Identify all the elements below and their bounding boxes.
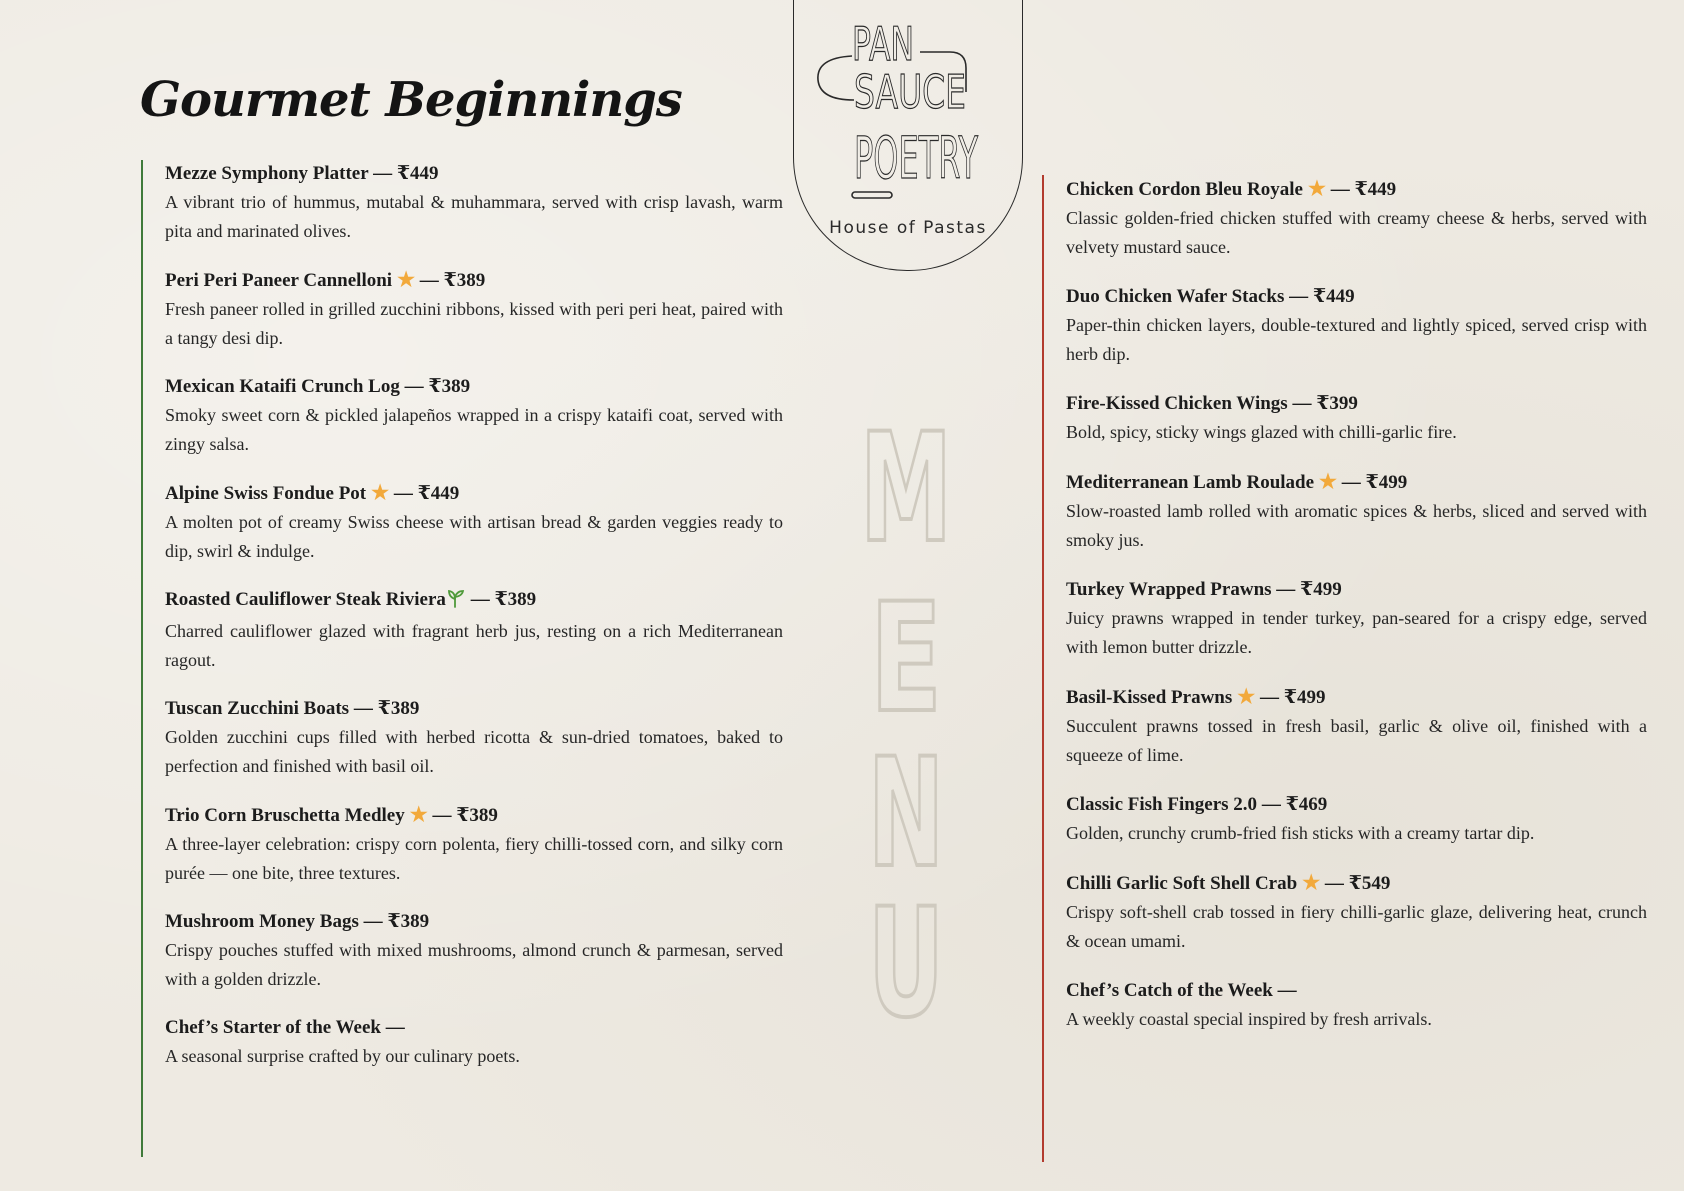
right-menu-column	[1042, 175, 1647, 1162]
menu-item-price: — ₹389	[353, 698, 420, 719]
menu-item	[143, 695, 783, 781]
menu-item-title	[1066, 869, 1647, 898]
menu-item-description: Juicy prawns wrapped in tender turkey, pan-seared for a crispy edge, served with lemon butter drizzle.	[1066, 608, 1647, 657]
menu-item-description: Bold, spicy, sticky wings glazed with chilli-garlic fire.	[1066, 422, 1457, 442]
menu-item-name: Trio Corn Bruschetta Medley	[165, 805, 405, 826]
menu-item-description: A three-layer celebration: crispy corn polenta, fiery chilli-tossed corn, and silky corn purée — one bite, three textures.	[165, 834, 783, 883]
menu-item	[1044, 283, 1647, 369]
menu-item	[143, 266, 783, 353]
menu-item	[143, 801, 783, 888]
menu-item-description: A seasonal surprise crafted by our culinary poets.	[165, 1046, 520, 1066]
menu-item-title	[165, 586, 783, 617]
menu-item-price: — ₹389	[404, 376, 471, 397]
menu-item-name: Tuscan Zucchini Boats	[165, 698, 350, 719]
menu-item-name: Mezze Symphony Platter	[165, 163, 369, 184]
menu-item-description: Slow-roasted lamb rolled with aromatic spices & herbs, sliced and served with smoky jus.	[1066, 501, 1647, 550]
menu-item-title	[165, 373, 783, 401]
menu-item-price: — ₹549	[1324, 873, 1391, 894]
menu-item	[1044, 977, 1647, 1034]
menu-item-name: Chilli Garlic Soft Shell Crab	[1066, 873, 1298, 894]
menu-item-price: — ₹389	[470, 589, 537, 610]
menu-letter-2: E	[870, 572, 942, 746]
menu-letter-4: U	[868, 877, 944, 1051]
menu-item-name: Chef’s Starter of the Week	[165, 1017, 381, 1038]
menu-item-title	[165, 479, 783, 508]
star-icon: ★	[366, 482, 390, 504]
menu-item-description: Charred cauliflower glazed with fragrant herb jus, resting on a rich Mediterranean ragout.	[165, 621, 783, 670]
menu-item-title	[1066, 283, 1647, 311]
menu-item-title	[165, 160, 783, 188]
menu-item-price: — ₹389	[432, 805, 498, 826]
menu-item-description: A vibrant trio of hummus, mutabal & muhammara, served with crisp lavash, warm pita and marinated olives.	[165, 192, 783, 241]
menu-item-title	[1066, 683, 1647, 712]
menu-item-price: —	[1277, 980, 1297, 1001]
menu-item	[1044, 576, 1647, 662]
menu-item-name: Turkey Wrapped Prawns	[1066, 579, 1272, 600]
menu-item	[1044, 869, 1647, 956]
logo-line-2: SAUCE	[854, 65, 966, 119]
menu-item-title	[165, 266, 783, 295]
menu-item-description: Fresh paneer rolled in grilled zucchini ribbons, kissed with peri peri heat, paired with a tangy desi dip.	[165, 299, 783, 348]
menu-item-description: Golden zucchini cups filled with herbed ricotta & sun-dried tomatoes, baked to perfection and finished with basil oil.	[165, 727, 783, 776]
star-icon: ★	[1314, 471, 1337, 493]
star-icon: ★	[404, 804, 428, 826]
left-menu-column	[141, 160, 783, 1157]
menu-item-title	[1066, 576, 1647, 604]
menu-item-name: Chicken Cordon Bleu Royale	[1066, 179, 1303, 200]
menu-item-title	[165, 801, 783, 830]
menu-item-description: Golden, crunchy crumb-fried fish sticks with a creamy tartar dip.	[1066, 823, 1535, 843]
menu-item-name: Classic Fish Fingers 2.0	[1066, 794, 1258, 815]
menu-item-name: Mushroom Money Bags	[165, 911, 359, 932]
menu-item-name: Mediterranean Lamb Roulade	[1066, 472, 1315, 493]
menu-item-price: — ₹389	[363, 911, 430, 932]
logo-line-3: POETRY	[854, 124, 979, 192]
menu-item-description: Crispy soft-shell crab tossed in fiery chilli-garlic glaze, delivering heat, crunch & ocean umami.	[1066, 902, 1647, 951]
menu-item-price: — ₹499	[1259, 687, 1326, 708]
sprout-icon	[446, 588, 466, 617]
menu-item	[1044, 390, 1647, 447]
logo-lettering	[794, 0, 1022, 206]
menu-item	[143, 373, 783, 459]
logo-line-1: PAN	[852, 17, 914, 71]
star-icon: ★	[392, 269, 416, 291]
menu-item	[143, 1014, 783, 1071]
menu-item	[143, 908, 783, 994]
menu-item-price: — ₹449	[1289, 286, 1355, 307]
menu-item-price: — ₹499	[1341, 472, 1408, 493]
menu-item	[1044, 175, 1647, 262]
menu-item-description: Smoky sweet corn & pickled jalapeños wrapped in a crispy kataifi coat, served with zingy salsa.	[165, 405, 783, 454]
menu-item-title	[1066, 175, 1647, 204]
menu-item-name: Duo Chicken Wafer Stacks	[1066, 286, 1285, 307]
menu-item-title	[165, 695, 783, 723]
menu-item-name: Basil-Kissed Prawns	[1066, 687, 1233, 708]
menu-item	[143, 479, 783, 566]
menu-item-title	[165, 1014, 783, 1042]
menu-item-title	[1066, 468, 1647, 497]
menu-item-name: Alpine Swiss Fondue Pot	[165, 483, 367, 504]
menu-item-price: — ₹449	[373, 163, 439, 184]
menu-item-title	[165, 908, 783, 936]
menu-item-name: Mexican Kataifi Crunch Log	[165, 376, 400, 397]
menu-item-description: A weekly coastal special inspired by fresh arrivals.	[1066, 1009, 1432, 1029]
menu-item-price: — ₹449	[1330, 179, 1397, 200]
menu-letter-1: M	[860, 402, 952, 576]
star-icon: ★	[1303, 178, 1326, 200]
menu-item-title	[1066, 791, 1647, 819]
menu-item-description: Classic golden-fried chicken stuffed with creamy cheese & herbs, served with velvety mustard sauce.	[1066, 208, 1647, 257]
menu-item-name: Chef’s Catch of the Week	[1066, 980, 1273, 1001]
menu-item	[143, 586, 783, 675]
menu-item-price: — ₹499	[1276, 579, 1342, 600]
menu-item-description: Paper-thin chicken layers, double-textured and lightly spiced, served crisp with herb dip.	[1066, 315, 1647, 364]
menu-item-description: Crispy pouches stuffed with mixed mushrooms, almond crunch & parmesan, served with a golden drizzle.	[165, 940, 783, 989]
menu-item-name: Peri Peri Paneer Cannelloni	[165, 270, 393, 291]
menu-item	[1044, 791, 1647, 848]
menu-item	[1044, 683, 1647, 770]
menu-item-price: — ₹389	[419, 270, 486, 291]
menu-item-price: — ₹469	[1261, 794, 1328, 815]
menu-item	[1044, 468, 1647, 555]
star-icon: ★	[1297, 872, 1321, 894]
menu-item-name: Fire-Kissed Chicken Wings	[1066, 393, 1288, 414]
menu-item-title	[1066, 390, 1647, 418]
menu-item-name: Roasted Cauliflower Steak Riviera	[165, 589, 446, 610]
menu-item-title	[1066, 977, 1647, 1005]
menu-item-price: — ₹399	[1292, 393, 1358, 414]
menu-item-description: A molten pot of creamy Swiss cheese with artisan bread & garden veggies ready to dip, swirl & indulge.	[165, 512, 783, 561]
star-icon: ★	[1232, 686, 1256, 708]
menu-item-price: —	[385, 1017, 405, 1038]
menu-letter-3: N	[868, 727, 944, 901]
logo-subtitle: House of Pastas	[829, 218, 987, 238]
menu-item-price: — ₹449	[393, 483, 460, 504]
section-title: Gourmet Beginnings	[140, 72, 682, 128]
brand-logo	[793, 0, 1023, 271]
menu-item	[143, 160, 783, 246]
menu-item-description: Succulent prawns tossed in fresh basil, garlic & olive oil, finished with a squeeze of lime.	[1066, 716, 1647, 765]
menu-vertical-word	[856, 402, 956, 1105]
